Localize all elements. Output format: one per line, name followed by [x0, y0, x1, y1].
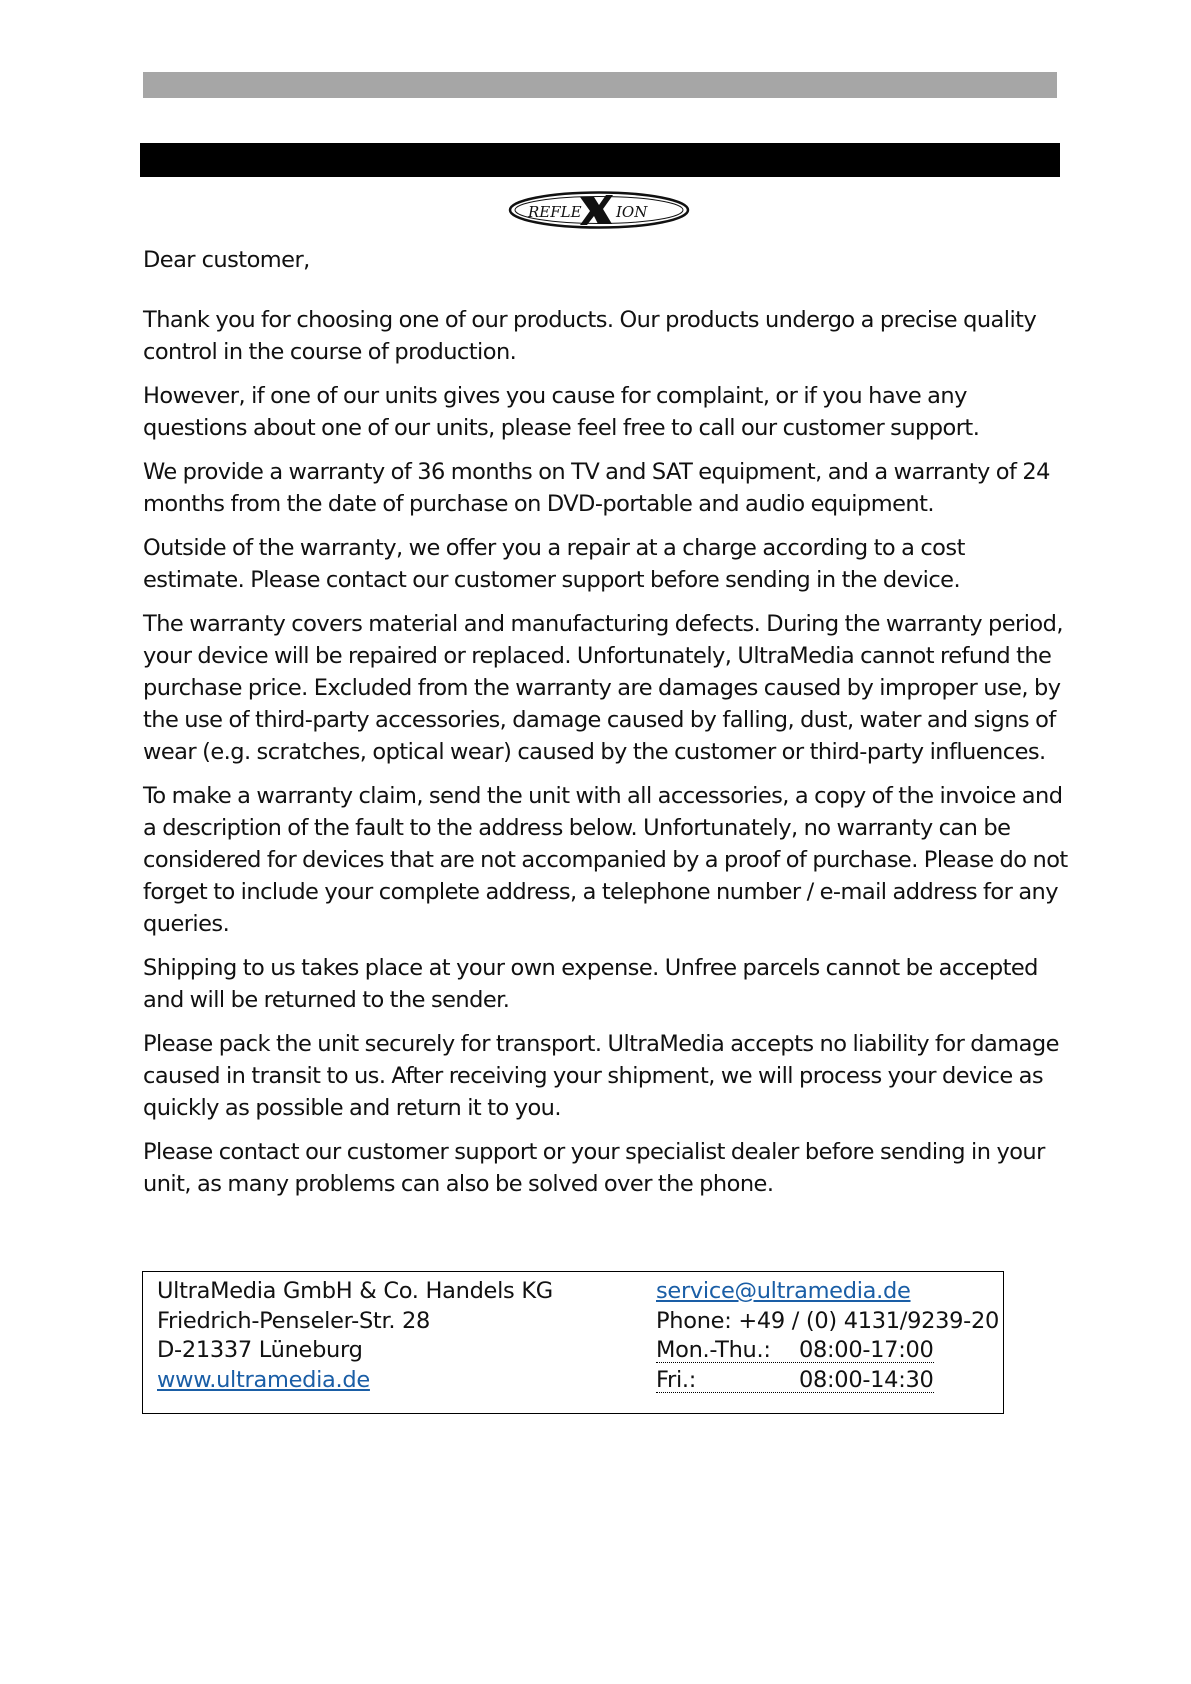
website-link[interactable]: www.ultramedia.de [157, 1366, 370, 1393]
svg-text:ION: ION [616, 203, 648, 221]
phone-number: Phone: +49 / (0) 4131/9239-20 [656, 1307, 999, 1334]
hours-time-fri: 08:00-14:30 [799, 1366, 934, 1393]
header-gray-bar [143, 72, 1057, 98]
contact-box [142, 1271, 1004, 1414]
paragraph-contact-first: Please contact our customer support or your specialist dealer before sending in your unit, as many problems can also be solved over the phone. [143, 1139, 1045, 1197]
paragraph-quality: Thank you for choosing one of our products. Our products undergo a precise quality control in the course of production. [143, 307, 1037, 365]
greeting: Dear customer, [143, 247, 310, 273]
city-address: D-21337 Lüneburg [157, 1337, 363, 1363]
paragraph-warranty-period: We provide a warranty of 36 months on TV and SAT equipment, and a warranty of 24 months from the date of purchase on DVD-portable and audio equipment. [143, 459, 1050, 517]
hours-label-mon-thu: Mon.-Thu.: [656, 1337, 771, 1363]
company-name: UltraMedia GmbH & Co. Handels KG [157, 1278, 553, 1304]
paragraph-warranty-claim: To make a warranty claim, send the unit with all accessories, a copy of the invoice and a description of the fault to the address below. Unfortunately, no warranty can be considered for devices that are not accompanied by a proof of purchase. Please do not forget to include your complete address, a telephone number / e-mail address for any queries. [143, 783, 1068, 937]
paragraph-shipping: Shipping to us takes place at your own expense. Unfree parcels cannot be accepted and will be returned to the sender. [143, 955, 1038, 1013]
support-block [656, 1277, 999, 1395]
address-block [157, 1277, 553, 1395]
hours-row-fri [656, 1368, 934, 1393]
reflexion-logo [508, 190, 690, 230]
paragraph-complaint: However, if one of our units gives you cause for complaint, or if you have any questions about one of our units, please feel free to call our customer support. [143, 383, 980, 441]
reflexion-logo-mark [508, 190, 690, 230]
hours-time-mon-thu: 08:00-17:00 [799, 1337, 934, 1363]
street-address: Friedrich-Penseler-Str. 28 [157, 1307, 431, 1334]
hours-row-mon-thu [656, 1338, 934, 1363]
hours-label-fri: Fri.: [656, 1366, 697, 1393]
letter-body [143, 244, 1068, 1212]
svg-text:REFLE: REFLE [528, 203, 582, 221]
header-black-bar [140, 143, 1060, 177]
paragraph-repair-charge: Outside of the warranty, we offer you a repair at a charge according to a cost estimate. Please contact our customer support before sending in the device. [143, 535, 965, 593]
paragraph-warranty-coverage: The warranty covers material and manufacturing defects. During the warranty period, your device will be repaired or replaced. Unfortunately, UltraMedia cannot refund the purchase price. Excluded from the warranty are damages caused by improper use, by the use of third-party accessories, damage caused by falling, dust, water and signs of wear (e.g. scratches, optical wear) caused by the customer or third-party influences. [143, 611, 1063, 765]
paragraph-packing: Please pack the unit securely for transport. UltraMedia accepts no liability for damage caused in transit to us. After receiving your shipment, we will process your device as quickly as possible and return it to you. [143, 1031, 1059, 1121]
email-link[interactable]: service@ultramedia.de [656, 1278, 911, 1304]
